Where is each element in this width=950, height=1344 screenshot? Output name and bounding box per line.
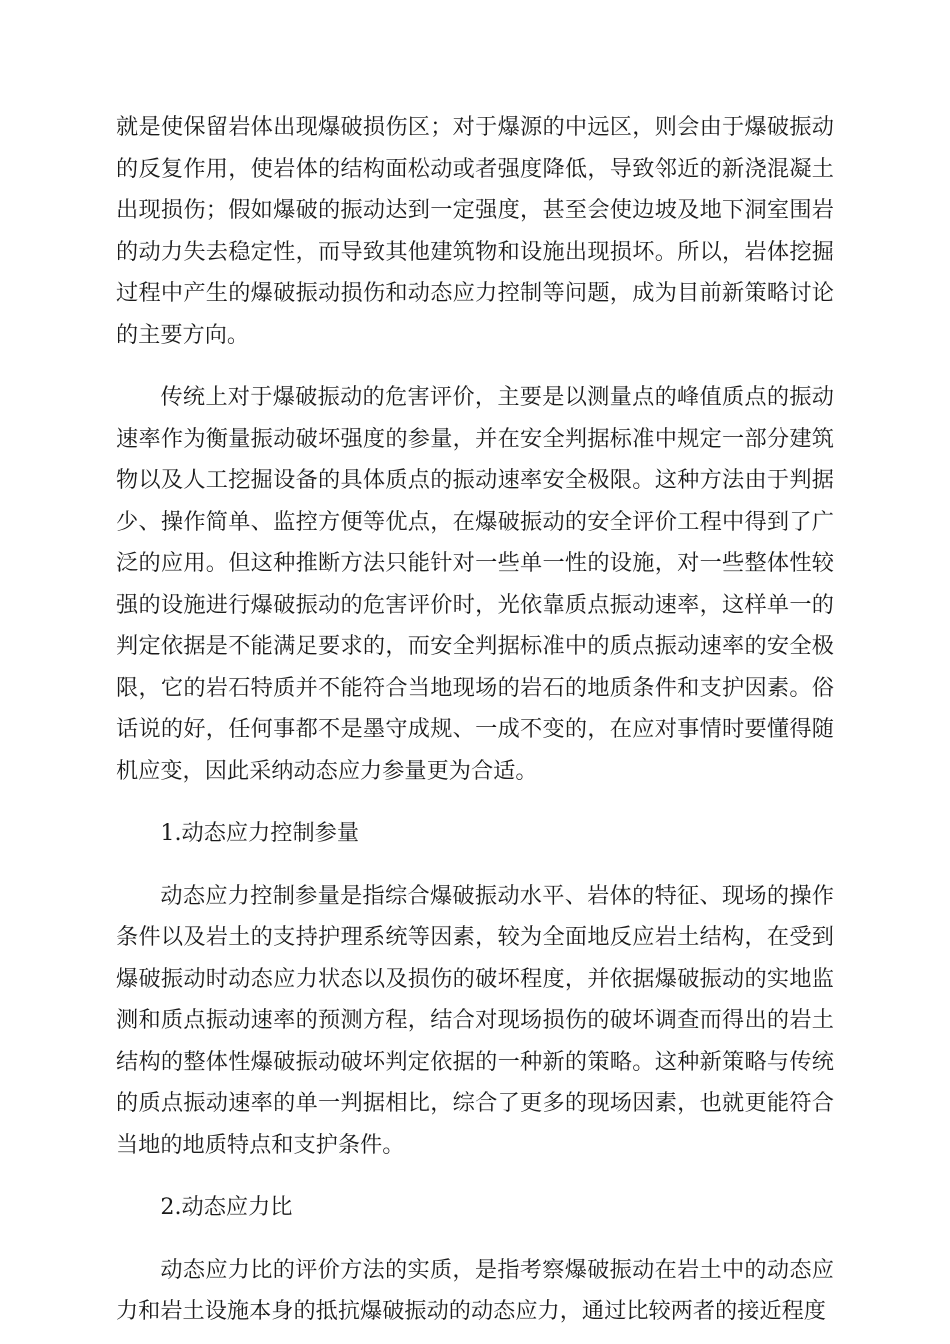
section-heading-1: 1.动态应力控制参量 — [160, 820, 360, 846]
paragraph-traditional-evaluation: 传统上对于爆破振动的危害评价，主要是以测量点的峰值质点的振动速率作为衡量振动破坏强度的参量，并在安全判据标准中规定一部分建筑物以及人工挖掘设备的具体质点的振动速率安全极限。这种方法由于判据少、操作简单、监控方便等优点，在爆破振动的安全评价工程中得到了广泛的应用。但这种推断方法只能针对一些单一性的设施，对一些整体性较强的设施进行爆破振动的危害评价时，光依靠质点振动速率，这样单一的判定依据是不能满足要求的，而安全判据标准中的质点振动速率的安全极限，它的岩石特质并不能符合当地现场的岩石的地质条件和支护因素。俗话说的好，任何事都不是墨守成规、一成不变的，在应对事情时要懂得随机应变，因此采纳动态应力参量更为合适。 — [116, 384, 834, 784]
paragraph-dynamic-stress-ratio: 动态应力比的评价方法的实质，是指考察爆破振动在岩土中的动态应力和岩土设施本身的抵抗爆破振动的动态应力，通过比较两者的接近程度 — [116, 1256, 834, 1324]
document-page — [116, 107, 834, 1333]
paragraph-dynamic-stress-parameter: 动态应力控制参量是指综合爆破振动水平、岩体的特征、现场的操作条件以及岩土的支持护理系统等因素，较为全面地反应岩土结构，在受到爆破振动时动态应力状态以及损伤的破坏程度，并依据爆破振动的实地监测和质点振动速率的预测方程，结合对现场损伤的破坏调查而得出的岩土结构的整体性爆破振动破坏判定依据的一种新的策略。这种新策略与传统的质点振动速率的单一判据相比，综合了更多的现场因素，也就更能符合当地的地质特点和支护条件。 — [116, 882, 834, 1158]
paragraph-continuation: 就是使保留岩体出现爆破损伤区；对于爆源的中远区，则会由于爆破振动的反复作用，使岩体的结构面松动或者强度降低，导致邻近的新浇混凝土出现损伤；假如爆破的振动达到一定强度，甚至会使边坡及地下洞室围岩的动力失去稳定性，而导致其他建筑物和设施出现损坏。所以，岩体挖掘过程中产生的爆破振动损伤和动态应力控制等问题，成为目前新策略讨论的主要方向。 — [116, 114, 834, 348]
section-heading-2: 2.动态应力比 — [160, 1194, 293, 1220]
